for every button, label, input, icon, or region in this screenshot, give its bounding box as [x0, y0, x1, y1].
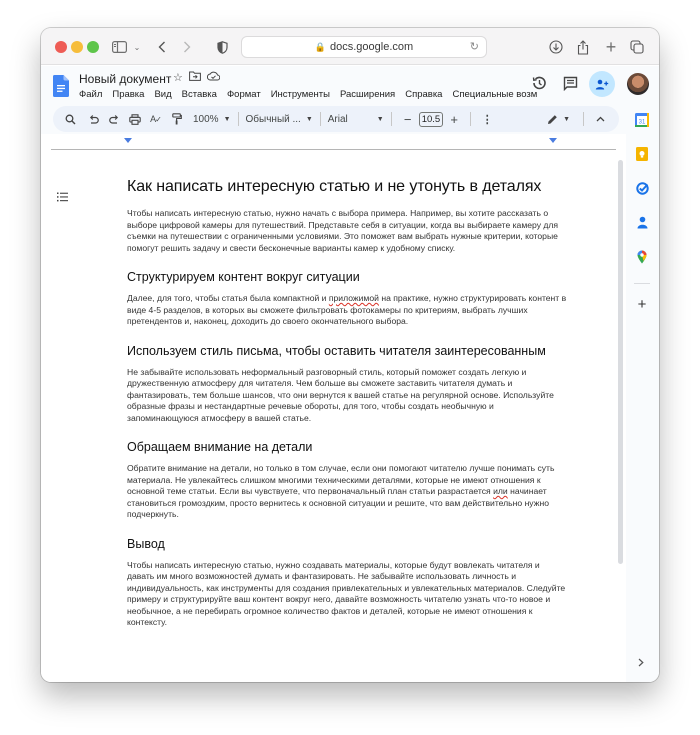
- section-paragraph: [127, 293, 567, 328]
- cloud-status-icon[interactable]: [207, 71, 220, 84]
- font-dropdown-icon: ▼: [376, 115, 384, 123]
- calendar-icon[interactable]: [635, 113, 649, 127]
- paragraph-style-value: Обычный ...: [245, 113, 301, 125]
- decrease-font-size-button[interactable]: −: [403, 111, 412, 127]
- section-heading: Обращаем внимание на детали: [127, 440, 313, 454]
- browser-toolbar: [41, 28, 659, 65]
- menu-format[interactable]: Формат: [226, 89, 261, 100]
- move-folder-icon[interactable]: [189, 71, 201, 84]
- side-panel-divider: [634, 283, 650, 284]
- font-select[interactable]: [328, 109, 384, 129]
- url-text: docs.google.com: [330, 41, 414, 53]
- menu-accessibility[interactable]: Специальные возм: [452, 89, 538, 100]
- paragraph-text: Далее, для того, чтобы статья была компактной и: [127, 293, 329, 303]
- docs-header: [41, 66, 659, 104]
- share-button[interactable]: [589, 71, 615, 97]
- version-history-icon[interactable]: [530, 74, 548, 92]
- back-icon[interactable]: [155, 37, 169, 57]
- left-indent-marker[interactable]: [124, 138, 132, 143]
- more-options-icon[interactable]: ⋮: [481, 113, 493, 126]
- right-indent-marker[interactable]: [549, 138, 557, 143]
- show-side-panel-chevron-icon[interactable]: [638, 658, 644, 670]
- zoom-value: 100%: [193, 113, 219, 125]
- redo-icon[interactable]: [105, 109, 123, 129]
- menu-help[interactable]: Справка: [405, 89, 443, 100]
- editing-mode-select[interactable]: [547, 109, 570, 129]
- section-heading: Вывод: [127, 536, 165, 551]
- misspelled-word[interactable]: или: [493, 486, 508, 496]
- zoom-window-button[interactable]: [87, 41, 99, 53]
- forward-icon[interactable]: [180, 37, 194, 57]
- browser-window: [41, 28, 659, 682]
- section-heading: Структурируем контент вокруг ситуации: [127, 270, 360, 284]
- document-page[interactable]: [127, 178, 567, 645]
- add-addon-button[interactable]: +: [637, 295, 647, 313]
- menu-tools[interactable]: Инструменты: [270, 89, 330, 100]
- misspelled-word[interactable]: приложимой: [328, 293, 379, 303]
- hide-menus-chevron-up-icon[interactable]: [591, 109, 609, 129]
- close-window-button[interactable]: [55, 41, 67, 53]
- ruler: [51, 149, 616, 150]
- star-icon[interactable]: ☆: [173, 72, 183, 84]
- section-heading: Используем стиль письма, чтобы оставить читателя заинтересованным: [127, 343, 546, 358]
- contacts-icon[interactable]: [635, 215, 649, 229]
- keep-icon[interactable]: [635, 147, 649, 161]
- svg-text:31: 31: [638, 119, 646, 126]
- section-paragraph: Не забывайте использовать неформальный разговорный стиль, который поможет создать легкую и дружественную атмосферу для читателя. Чем больше вы сможете заставить читателя думать и фантазировать, тем больше шансов, что они вернутся к вашей статье на регулярной основе. Используйте образные фразы и нестандартные речевые обороты, для того, чтобы создать необычную и запоминающуюся атмосферу в вашей статье.: [127, 366, 554, 423]
- document-canvas: [41, 134, 626, 682]
- formatting-toolbar: [53, 106, 619, 132]
- title-actions: [173, 71, 220, 84]
- spellcheck-icon[interactable]: A ✓: [150, 114, 162, 124]
- editing-mode-dropdown-icon: ▼: [563, 115, 570, 123]
- paint-format-icon[interactable]: [168, 109, 186, 129]
- new-tab-icon[interactable]: +: [605, 36, 617, 57]
- intro-paragraph: Чтобы написать интересную статью, нужно начать с выбора примера. Например, вы хотите рассказать о выборе цифровой камеры для путешествий. Представьте себя в ситуации, когда вы выбираете камеру для съемки на путешествии с ограниченными условиями. Это поможет вам выбрать нужные критерии, которые помогут решить задачу и свести бесконечные варианты камер к удобному списку.: [127, 208, 559, 253]
- menu-edit[interactable]: Правка: [112, 89, 145, 100]
- toolbar-divider: [391, 112, 392, 126]
- section-paragraph: [127, 463, 567, 521]
- font-value: Arial: [327, 113, 348, 125]
- font-size-input[interactable]: [419, 109, 444, 129]
- style-dropdown-icon: ▼: [305, 115, 313, 123]
- reload-icon[interactable]: ↻: [469, 41, 479, 53]
- search-menus-icon[interactable]: [61, 109, 79, 129]
- sidebar-icon[interactable]: [111, 37, 127, 57]
- address-bar[interactable]: [241, 36, 487, 58]
- toolbar-area: [41, 104, 659, 134]
- paragraph-text: Обратите внимание на детали, но только в том случае, если они помогают читателю лучше понимать суть материала. Не увлекайтесь слишком многими техническими деталями, которые не имеют отношения к основной теме статьи. Если вы чувствуете, что первоначальный план статьи разрастается: [127, 463, 555, 496]
- print-icon[interactable]: [126, 109, 144, 129]
- menu-view[interactable]: Вид: [154, 89, 172, 100]
- menu-extensions[interactable]: Расширения: [339, 89, 396, 100]
- paragraph-text: начинает становиться громоздким, просто вернитесь к основной ситуации и решите, что вам действительно нужно подчеркнуть.: [127, 486, 549, 519]
- paragraph-text: на практике, нужно структурировать контент в виде 4-5 разделов, в которых вы сможете фильтровать фотокамеры по критериям, выбрать лучших претендентов и, наконец, доходить до своего окончательного выбора.: [127, 293, 567, 326]
- zoom-dropdown-icon: ▼: [223, 115, 231, 123]
- side-panel: [626, 104, 659, 682]
- comments-icon[interactable]: [561, 74, 579, 92]
- maps-icon[interactable]: [635, 250, 649, 264]
- docs-logo-icon[interactable]: [53, 75, 69, 97]
- menu-file[interactable]: Файл: [79, 89, 103, 100]
- toolbar-divider: [583, 112, 584, 126]
- shield-icon[interactable]: [215, 37, 229, 57]
- menu-bar: [79, 89, 547, 100]
- increase-font-size-button[interactable]: +: [450, 111, 458, 127]
- font-size-value: 10.5: [419, 112, 444, 127]
- avatar[interactable]: [627, 73, 649, 95]
- tabs-overview-icon[interactable]: [629, 37, 645, 57]
- document-heading: Как написать интересную статью и не утонуть в деталях: [127, 178, 542, 195]
- tasks-icon[interactable]: [635, 181, 649, 195]
- paragraph-style-select[interactable]: [246, 109, 313, 129]
- minimize-window-button[interactable]: [71, 41, 83, 53]
- section-paragraph: Чтобы написать интересную статью, нужно создавать материалы, которые будут вовлекать читателя и давать им много возможностей думать и фантазировать. Не забывайте использовать личность и индивидуальность, как инструменты для создания привлекательных и увлекательных материалов. Следуйте примеру и структурируйте ваш контент вокруг него, давайте возможность читателю узнать что-то новое и необычное, а не перебирать огромное количество фактов и деталей, которые не имеют отношения к контексту.: [127, 559, 566, 627]
- chevron-down-icon[interactable]: ⌄: [133, 42, 141, 52]
- document-outline-icon[interactable]: [57, 189, 68, 199]
- toolbar-divider: [238, 112, 239, 126]
- zoom-select[interactable]: [193, 109, 231, 129]
- lock-icon: 🔒: [314, 41, 327, 52]
- download-icon[interactable]: [548, 37, 564, 57]
- menu-insert[interactable]: Вставка: [181, 89, 217, 100]
- vertical-scrollbar[interactable]: [618, 160, 623, 564]
- share-icon[interactable]: [575, 37, 591, 57]
- toolbar-divider: [320, 112, 321, 126]
- document-title[interactable]: Новый документ: [79, 72, 172, 86]
- toolbar-divider: [470, 112, 471, 126]
- undo-icon[interactable]: [84, 109, 102, 129]
